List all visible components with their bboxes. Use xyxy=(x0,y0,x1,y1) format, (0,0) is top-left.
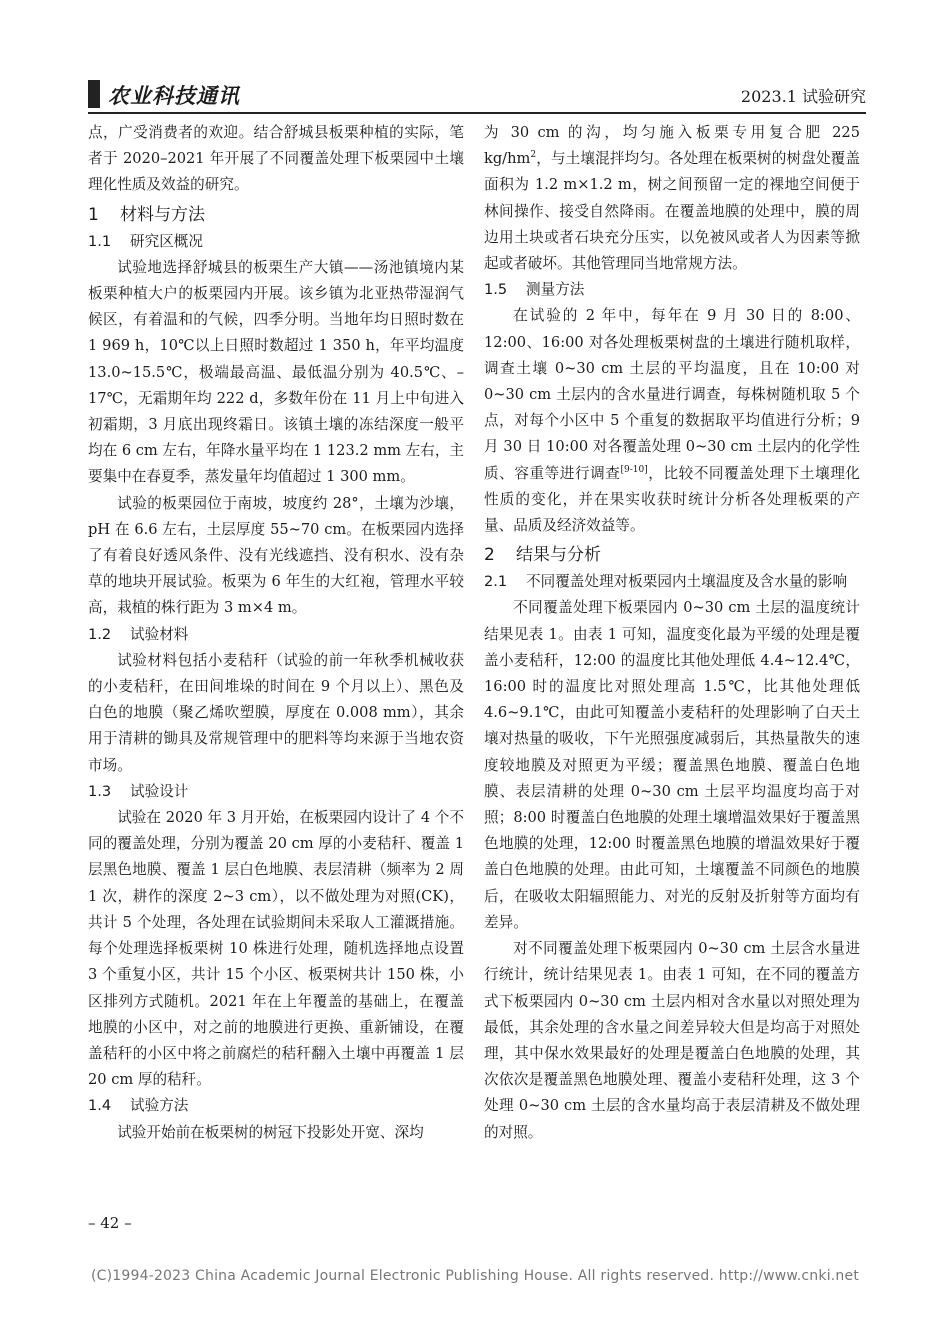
journal-logo-bar xyxy=(88,80,100,108)
subsection-heading xyxy=(88,229,464,255)
subsection-heading xyxy=(88,779,464,805)
section-title: 材料与方法 xyxy=(120,204,205,225)
header-rule xyxy=(88,112,866,114)
subsection-title: 研究区概况 xyxy=(130,232,203,250)
journal-title: 农业科技通讯 xyxy=(108,83,240,108)
section-number: 2 xyxy=(484,545,495,566)
citation-ref: [9-10] xyxy=(620,464,648,475)
section-heading xyxy=(88,201,464,229)
subsection-number: 1.4 xyxy=(88,1097,112,1115)
section-number: 1 xyxy=(88,204,99,225)
section-heading xyxy=(484,541,860,569)
paragraph: 对不同覆盖处理下板栗园内 0~30 cm 土层含水量进行统计，统计结果见表 1。由表 1 可知，在不同的覆盖方式下板栗园内 0~30 cm 土层内相对含水量以对照处理为最低，其余处理的含水量之间差异较大但是均高于对照处理，其中保水效果最好的处理是覆盖白色地膜的处理，其次依次是覆盖黑色地膜处理、覆盖小麦秸秆处理，这 3 个处理 0~30 cm 土层的含水量均高于表层清耕及不做处理的对照。 xyxy=(484,940,860,1141)
subsection-title: 试验设计 xyxy=(130,782,189,800)
text-run: 在试验的 2 年中，每年在 9 月 30 日的 8:00、12:00、16:00 对各处理板栗树盘的土壤进行随机取样，调查土壤 0~30 cm 土层的平均温度，且在 10:00 对 0~30 cm 土层内的含水量进行调查，每株树随机取 5 个点，对每个小区中 5 个重复的数据取平均值进行分析；9 月 30 日 10:00 对各覆盖处理 0~30 cm 土层内的化学性质、容重等进行调查 xyxy=(484,307,860,482)
subsection-title: 测量方法 xyxy=(526,281,585,299)
right-column xyxy=(484,120,860,1146)
text-run: ，与土壤混拌均匀。各处理在板栗树的树盘处覆盖面积为 1.2 m×1.2 m，树之间预留一定的裸地空间便于林间操作、接受自然降雨。在覆盖地膜的处理中，膜的周边用土块或者石块充分压实，以免被风或者人为因素等掀起或者破坏。其他管理同当地常规方法。 xyxy=(484,150,860,273)
left-column xyxy=(88,120,464,1146)
copyright-footer: (C)1994-2023 China Academic Journal Electronic Publishing House. All rights reserved. http://www.cnki.net xyxy=(90,1268,860,1284)
subsection-heading xyxy=(484,569,860,595)
subsection-number: 1.2 xyxy=(88,625,112,643)
paragraph xyxy=(484,120,860,277)
text-run: ，比较不同覆盖处理下土壤理化性质的变化，并在果实收获时统计分析各处理板栗的产量、品质及经济效益等。 xyxy=(484,464,860,535)
text-run: 为 30 cm 的沟，均匀施入板栗专用复合肥 225 kg/hm xyxy=(484,124,860,168)
subsection-number: 2.1 xyxy=(484,573,508,591)
paragraph: 试验在 2020 年 3 月开始，在板栗园内设计了 4 个不同的覆盖处理，分别为覆盖 20 cm 厚的小麦秸秆、覆盖 1 层黑色地膜、覆盖 1 层白色地膜、表层清耕（频率为 2 周 1 次，耕作的深度 2~3 cm），以不做处理为对照(CK)，共计 5 个处理，各处理在试验期间未采取人工灌溉措施。每个处理选择板栗树 10 株进行处理，随机选择地点设置 3 个重复小区，共计 15 个小区、板栗树共计 150 株，小区排列方式随机。2021 年在上年覆盖的基础上，在覆盖地膜的小区中，对之前的地膜进行更换、重新铺设，在覆盖秸秆的小区中将之前腐烂的秸秆翻入土壤中再覆盖 1 层 20 cm 厚的秸秆。 xyxy=(88,809,464,1089)
subsection-title: 试验方法 xyxy=(130,1097,189,1115)
subsection-title: 不同覆盖处理对板栗园内土壤温度及含水量的影响 xyxy=(526,573,848,591)
paragraph: 试验地选择舒城县的板栗生产大镇——汤池镇境内某板栗种植大户的板栗园内开展。该乡镇为北亚热带湿润气候区，有着温和的气候，四季分明。当地年均日照时数在 1 969 h，10℃以上日照时数超过 1 350 h，年平均温度 13.0~15.5℃，极端最高温、最低温分别为 40.5℃、–17℃，无霜期年均 222 d，多数年份在 11 月上中旬进入初霜期，3 月底出现终霜日。该镇土壤的冻结深度一般平均在 6 cm 左右，年降水量平均在 1 123.2 mm 左右，主要集中在春夏季，蒸发量年均值超过 1 300 mm。 xyxy=(88,258,465,486)
subsection-heading xyxy=(484,277,860,303)
subsection-number: 1.1 xyxy=(88,232,112,250)
subsection-number: 1.5 xyxy=(484,281,508,299)
paragraph xyxy=(484,303,860,539)
paragraph: 试验材料包括小麦秸秆（试验的前一年秋季机械收获的小麦秸秆，在田间堆垛的时间在 9 个月以上）、黑色及白色的地膜（聚乙烯吹塑膜，厚度在 0.008 mm），其余用于清耕的锄具及常规管理中的肥料等均来源于当地农资市场。 xyxy=(88,651,464,774)
paragraph: 不同覆盖处理下板栗园内 0~30 cm 土层的温度统计结果见表 1。由表 1 可知，温度变化最为平缓的处理是覆盖小麦秸秆，12:00 的温度比其他处理低 4.4~12.4℃，16:00 时的温度比对照处理高 1.5℃，比其他处理低 4.6~9.1℃，由此可知覆盖小麦秸秆的处理影响了白天土壤对热量的吸收，下午光照强度减弱后，其热量散失的速度较地膜及对照更为平缓；覆盖黑色地膜、覆盖白色地膜、表层清耕的处理 0~30 cm 土层平均温度均高于对照；8:00 时覆盖白色地膜的处理土壤增温效果好于覆盖黑色地膜的处理，12:00 时覆盖黑色地膜的增温效果好于覆盖白色地膜的处理。由此可知，土壤覆盖不同颜色的地膜后，在吸收太阳辐照能力、对光的反射及折射等方面均有差异。 xyxy=(484,599,860,931)
paragraph: 点，广受消费者的欢迎。结合舒城县板栗种植的实际，笔者于 2020–2021 年开展了不同覆盖处理下板栗园中土壤理化性质及效益的研究。 xyxy=(88,124,464,194)
page-number: – 42 – xyxy=(88,1214,132,1232)
issue-label: 2023.1 试验研究 xyxy=(740,87,866,106)
page-header xyxy=(88,78,866,110)
section-title: 结果与分析 xyxy=(516,545,601,566)
superscript: 2 xyxy=(530,150,537,161)
subsection-heading xyxy=(88,1093,464,1119)
paragraph: 试验开始前在板栗树的树冠下投影处开宽、深均 xyxy=(117,1123,424,1141)
paragraph: 试验的板栗园位于南坡，坡度约 28°，土壤为沙壤，pH 在 6.6 左右，土层厚度 55~70 cm。在板栗园内选择了有着良好透风条件、没有光线遮挡、没有积水、没有杂草的地块开展试验。板栗为 6 年生的大红袍，管理水平较高，栽植的株行距为 3 m×4 m。 xyxy=(88,494,464,617)
subsection-heading xyxy=(88,622,464,648)
subsection-title: 试验材料 xyxy=(130,625,189,643)
subsection-number: 1.3 xyxy=(88,782,112,800)
